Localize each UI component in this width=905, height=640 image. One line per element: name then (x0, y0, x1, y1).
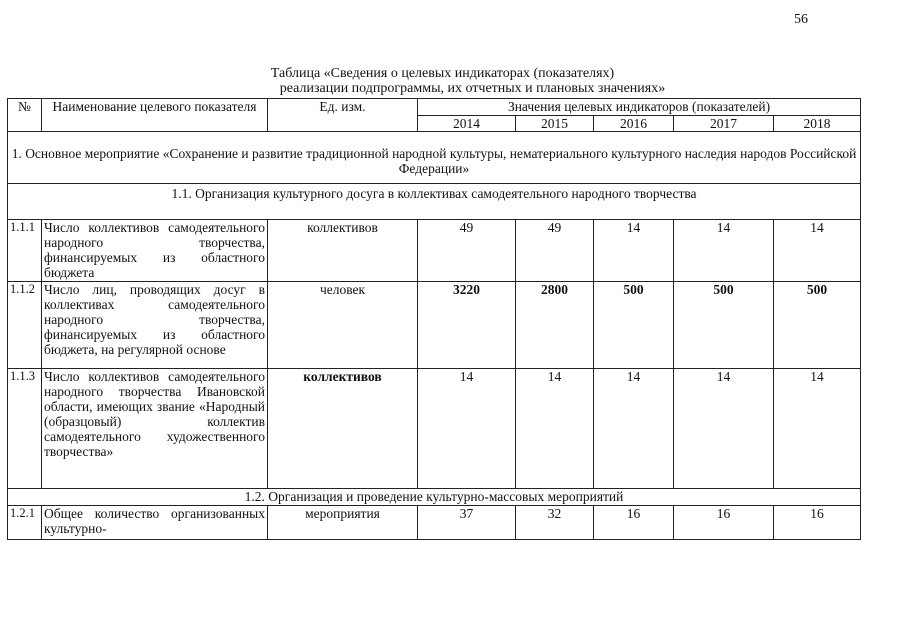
row-name: Число коллективов самодеятельного народного творчества Ивановской области, имеющих звание «Народный (образцовый) коллектив самодеятельного художественного творчества» (42, 369, 268, 489)
row-value: 500 (774, 282, 861, 369)
row-value: 49 (516, 220, 594, 282)
row-value: 14 (418, 369, 516, 489)
row-unit: мероприятия (268, 506, 418, 540)
row-unit: коллективов (268, 369, 418, 489)
row-value: 14 (774, 220, 861, 282)
header-name: Наименование целевого показателя (42, 99, 268, 132)
row-num: 1.2.1 (8, 506, 42, 540)
section-heading: 1. Основное мероприятие «Сохранение и развитие традиционной народной культуры, нематериального культурного наследия народов Российской Федерации» (8, 132, 861, 184)
table-row (8, 220, 861, 282)
table-title-line2: реализации подпрограммы, их отчетных и плановых значениях» (279, 81, 666, 96)
row-value: 14 (674, 369, 774, 489)
header-year: 2015 (516, 116, 594, 132)
subsection-heading: 1.1. Организация культурного досуга в коллективах самодеятельного народного творчества (8, 184, 861, 220)
header-year: 2014 (418, 116, 516, 132)
row-num: 1.1.2 (8, 282, 42, 369)
row-value: 500 (594, 282, 674, 369)
row-value: 14 (594, 369, 674, 489)
indicators-table (7, 98, 861, 540)
row-value: 37 (418, 506, 516, 540)
row-unit: коллективов (268, 220, 418, 282)
header-num: № (8, 99, 42, 132)
row-num: 1.1.1 (8, 220, 42, 282)
row-value: 14 (594, 220, 674, 282)
row-unit: человек (268, 282, 418, 369)
header-values-title: Значения целевых индикаторов (показателей) (418, 99, 861, 116)
row-value: 2800 (516, 282, 594, 369)
row-value: 14 (774, 369, 861, 489)
header-unit: Ед. изм. (268, 99, 418, 132)
header-year: 2018 (774, 116, 861, 132)
row-value: 16 (594, 506, 674, 540)
table-row (8, 506, 861, 540)
row-value: 16 (774, 506, 861, 540)
page-number: 56 (794, 12, 808, 27)
header-year: 2017 (674, 116, 774, 132)
row-value: 14 (674, 220, 774, 282)
row-value: 16 (674, 506, 774, 540)
row-value: 49 (418, 220, 516, 282)
table-title-line1: Таблица «Сведения о целевых индикаторах (показателях) (270, 66, 615, 81)
row-value: 14 (516, 369, 594, 489)
row-num: 1.1.3 (8, 369, 42, 489)
table-row (8, 369, 861, 489)
subsection-heading: 1.2. Организация и проведение культурно-массовых мероприятий (8, 489, 861, 506)
row-value: 500 (674, 282, 774, 369)
table-row (8, 282, 861, 369)
row-name: Число лиц, проводящих досуг в коллективах самодеятельного народного творчества, финансируемых из областного бюджета, на регулярной основе (42, 282, 268, 369)
row-name: Число коллективов самодеятельного народного творчества, финансируемых из областного бюджета (42, 220, 268, 282)
row-value: 3220 (418, 282, 516, 369)
row-name: Общее количество организованных культурно- (42, 506, 268, 540)
header-year: 2016 (594, 116, 674, 132)
row-value: 32 (516, 506, 594, 540)
